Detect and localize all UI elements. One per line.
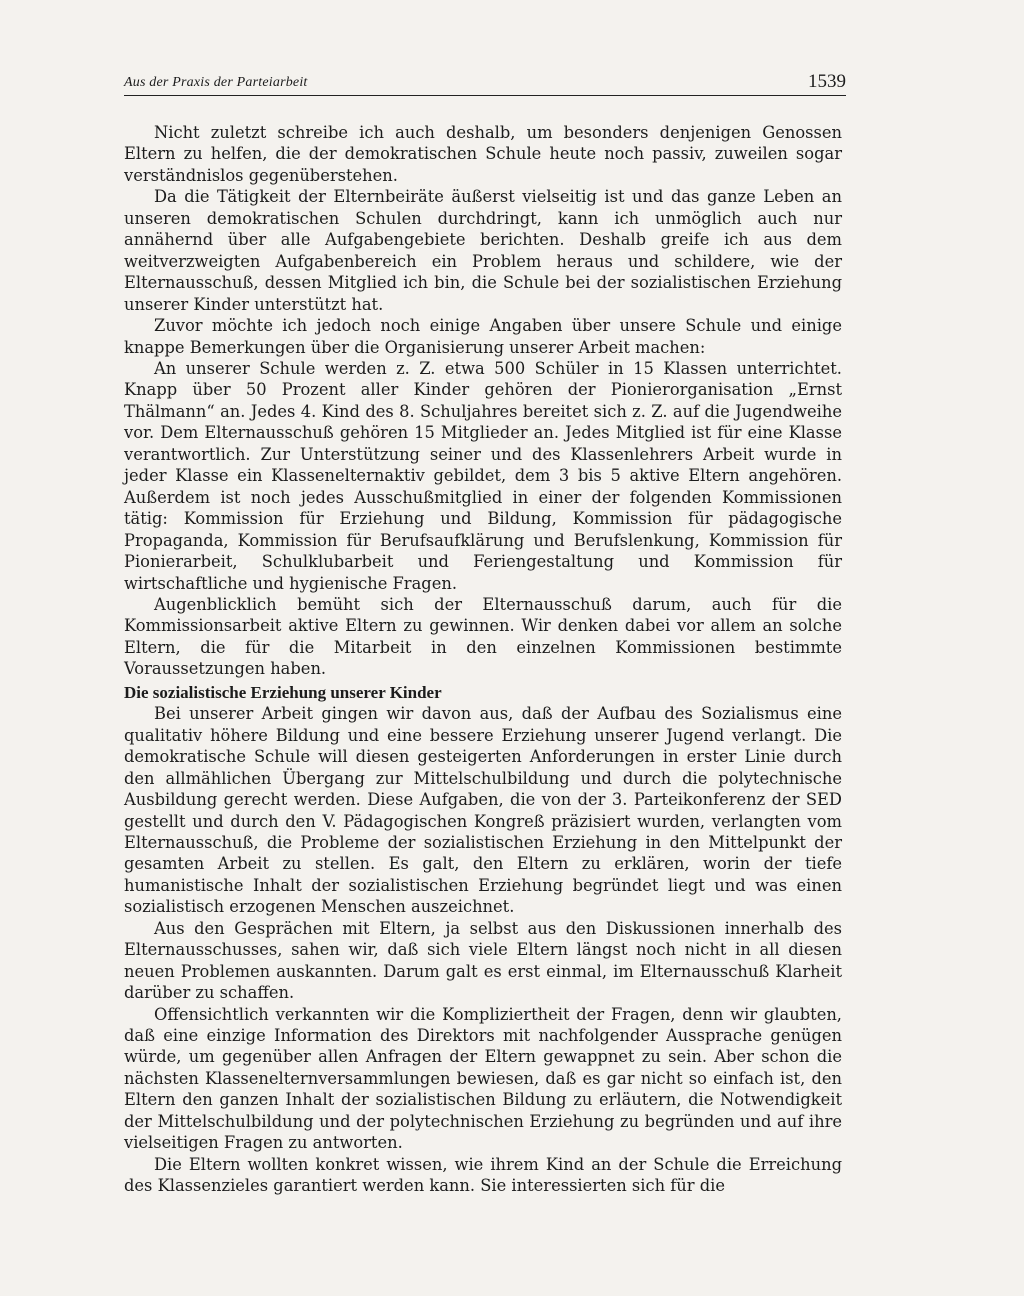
body-text [124,122,842,1197]
paragraph: Da die Tätigkeit der Elternbeiräte äußerst vielseitig ist und das ganze Leben an unseren demokratischen Schulen durchdringt, kann ich unmöglich auch nur annähernd über alle Aufgabengebiete berichten. Deshalb greife ich aus dem weitverzweigten Aufgabenbereich ein Problem heraus und schildere, wie der Elternausschuß, dessen Mitglied ich bin, die Schule bei der sozialistischen Erziehung unserer Kinder unterstützt hat. [124,187,842,314]
paragraph: Augenblicklich bemüht sich der Elternausschuß darum, auch für die Kommissionsarbeit aktive Eltern zu gewinnen. Wir denken dabei vor allem an solche Eltern, die für die Mitarbeit in den einzelnen Kommissionen bestimmte Voraussetzungen haben. [124,594,842,679]
paragraph: Aus den Gesprächen mit Eltern, ja selbst aus den Diskussionen innerhalb des Elternausschusses, sahen wir, daß sich viele Eltern längst noch nicht in all diesen neuen Problemen auskannten. Darum galt es erst einmal, im Elternausschuß Klarheit darüber zu schaffen. [124,918,842,1003]
page-number: 1539 [808,71,846,92]
paragraph: Zuvor möchte ich jedoch noch einige Angaben über unsere Schule und einige knappe Bemerkungen über die Organisierung unserer Arbeit machen: [124,316,842,357]
paragraph: Die Eltern wollten konkret wissen, wie ihrem Kind an der Schule die Erreichung des Klassenzieles garantiert werden kann. Sie interessierten sich für die [124,1154,842,1196]
section-heading: Die sozialistische Erziehung unserer Kinder [124,682,442,702]
paragraph: Nicht zuletzt schreibe ich auch deshalb, um besonders denjenigen Genossen Eltern zu helfen, die der demokratischen Schule heute noch passiv, zuweilen sogar verständnislos gegenüberstehen. [124,123,842,185]
running-title: Aus der Praxis der Parteiarbeit [124,75,308,90]
paragraph: Offensichtlich verkannten wir die Kompliziertheit der Fragen, denn wir glaubten, daß eine einzige Information des Direktors mit nachfolgender Aussprache genügen würde, um gegenüber allen Anfragen der Eltern gewappnet zu sein. Aber schon die nächsten Klassenelternversammlungen bewiesen, daß es gar nicht so einfach ist, den Eltern den ganzen Inhalt der sozialistischen Bildung zu erläutern, die Notwendigkeit der Mittelschulbildung und der polytechnischen Erziehung zu begründen und auf ihre vielseitigen Fragen zu antworten. [124,1004,842,1153]
paragraph: An unserer Schule werden z. Z. etwa 500 Schüler in 15 Klassen unterrichtet. Knapp über 50 Prozent aller Kinder gehören der Pionierorganisation „Ernst Thälmann“ an. Jedes 4. Kind des 8. Schuljahres bereitet sich z. Z. auf die Jugendweihe vor. Dem Elternausschuß gehören 15 Mitglieder an. Jedes Mitglied ist für eine Klasse verantwortlich. Zur Unterstützung seiner und des Klassenlehrers Arbeit wurde in jeder Klasse ein Klassenelternaktiv gebildet, dem 3 bis 5 aktive Eltern angehören. Außerdem ist noch jedes Ausschußmitglied in einer der folgenden Kommissionen tätig: Kommission für Erziehung und Bildung, Kommission für pädagogische Propaganda, Kommission für Berufsaufklärung und Berufslenkung, Kommission für Pionierarbeit, Schulklubarbeit und Feriengestaltung und Kommission für wirtschaftliche und hygienische Fragen. [124,358,842,593]
running-header [124,73,846,96]
paragraph: Bei unserer Arbeit gingen wir davon aus, daß der Aufbau des Sozialismus eine qualitativ höhere Bildung und eine bessere Erziehung unserer Jugend verlangt. Die demokratische Schule will diesen gesteigerten Anforderungen in erster Linie durch den allmählichen Übergang zur Mittelschulbildung und durch die polytechnische Ausbildung gerecht werden. Diese Aufgaben, die von der 3. Parteikonferenz der SED gestellt und durch den V. Pädagogischen Kongreß präzisiert wurden, verlangten vom Elternausschuß, die Probleme der sozialistischen Erziehung in den Mittelpunkt der gesamten Arbeit zu stellen. Es galt, den Eltern zu erklären, worin der tiefe humanistische Inhalt der sozialistischen Erziehung begründet liegt und was einen sozialistisch erzogenen Menschen auszeichnet. [124,704,842,917]
